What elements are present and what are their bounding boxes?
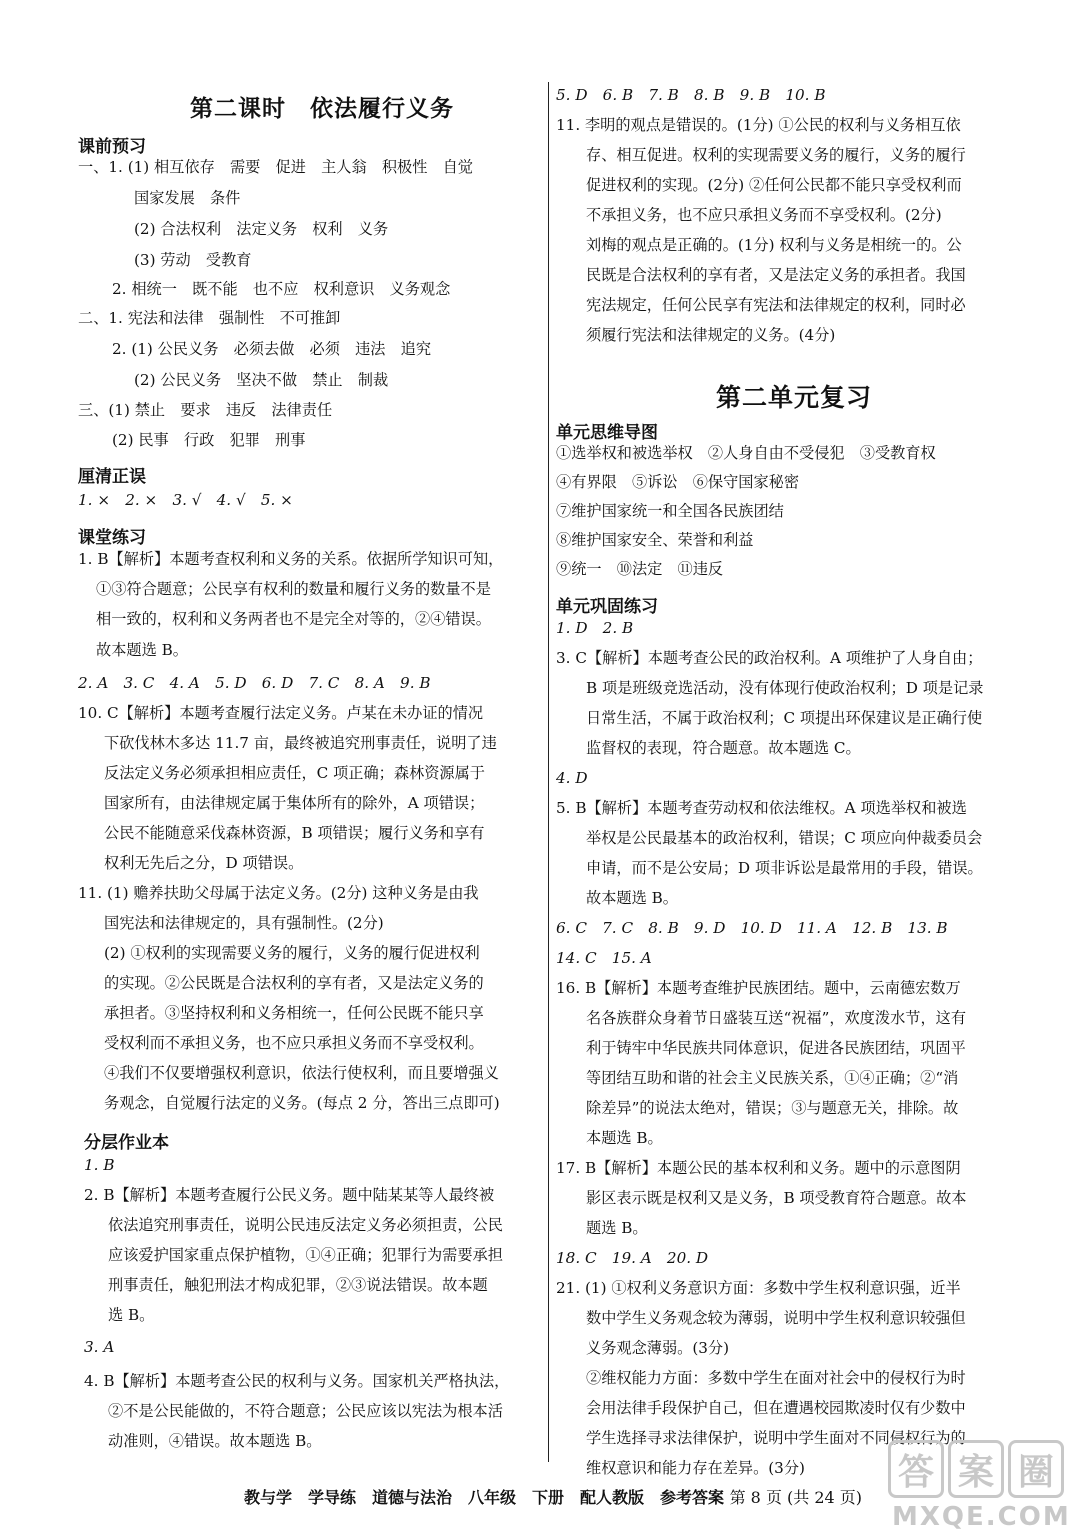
answer-line: 数中学生义务观念较为薄弱，说明中学生权利意识较强但 <box>586 1309 966 1327</box>
answer-line: 17. B【解析】本题公民的基本权利和义务。题中的示意图阴 <box>556 1159 961 1177</box>
answer-line: 国宪法和法律规定的，具有强制性。(2分) <box>104 914 384 932</box>
answer-line: 不承担义务，也不应只承担义务而不享受权利。(2分) <box>586 206 942 224</box>
answer-line: 4. B【解析】本题考查公民的权利与义务。国家机关严格执法， <box>84 1372 510 1390</box>
answer-line: 1. × 2. × 3. √ 4. √ 5. × <box>78 491 293 509</box>
answer-line: 题选 B。 <box>586 1219 648 1237</box>
answer-line: ④我们不仅要增强权利意识，依法行使权利，而且要增强义 <box>104 1064 499 1082</box>
answer-line: B 项是班级竞选活动，没有体现行使政治权利；D 项是记录 <box>586 679 984 697</box>
answer-line: 二、1. 宪法和法律 强制性 不可推卸 <box>78 309 341 327</box>
answer-line: 10. C【解析】本题考查履行法定义务。卢某在未办证的情况 <box>78 704 484 722</box>
lesson-title: 第二课时 依法履行义务 <box>190 95 454 122</box>
answer-line: 宪法规定，任何公民享有宪法和法律规定的权利，同时必 <box>586 296 966 314</box>
mindmap-line: ①选举权和被选举权 ②人身自由不受侵犯 ③受教育权 <box>556 444 936 462</box>
answer-line: 本题选 B。 <box>586 1129 663 1147</box>
answer-line: 6. C 7. C 8. B 9. D 10. D 11. A 12. B 13. B <box>556 919 948 937</box>
section-heading: 单元巩固练习 <box>556 597 658 617</box>
answer-line: 的实现。②公民既是合法权利的享有者，又是法定义务的 <box>104 974 484 992</box>
answer-line: 2. (1) 公民义务 必须去做 必须 违法 追究 <box>112 340 432 358</box>
answer-line: 选 B。 <box>108 1306 155 1324</box>
answer-line: 3. C【解析】本题考查公民的政治权利。A 项维护了人身自由； <box>556 649 983 667</box>
answer-line: 举权是公民最基本的政治权利，错误；C 项应向仲裁委员会 <box>586 829 983 847</box>
unit-title: 第二单元复习 <box>716 383 873 412</box>
answer-line: (2) 公民义务 坚决不做 禁止 制裁 <box>134 371 389 389</box>
answer-line: 18. C 19. A 20. D <box>556 1249 709 1267</box>
mindmap-line: ④有界限 ⑤诉讼 ⑥保守国家秘密 <box>556 473 799 491</box>
watermark-char: 答 <box>888 1440 944 1498</box>
answer-line: 公民不能随意采伐森林资源，B 项错误；履行义务和享有 <box>104 824 485 842</box>
page-footer <box>244 1485 862 1508</box>
answer-line: 2. 相统一 既不能 也不应 权利意识 义务观念 <box>112 280 451 298</box>
answer-line: 须履行宪法和法律规定的义务。(4分) <box>586 326 836 344</box>
answer-line: 义务观念薄弱。(3分) <box>586 1339 730 1357</box>
answer-line: 相一致的，权利和义务两者也不是完全对等的，②④错误。 <box>96 610 491 628</box>
answer-line: ②维权能力方面：多数中学生在面对社会中的侵权行为时 <box>586 1369 966 1387</box>
answer-line: (3) 劳动 受教育 <box>134 251 252 269</box>
answer-line: 除差异”的说法太绝对，错误；③与题意无关，排除。故 <box>586 1099 959 1117</box>
mindmap-line: ⑧维护国家安全、荣誉和利益 <box>556 531 754 549</box>
mindmap-line: ⑦维护国家统一和全国各民族团结 <box>556 502 784 520</box>
answer-line: 11. 李明的观点是错误的。(1分) ①公民的权利与义务相互依 <box>556 116 961 134</box>
answer-line: 依法追究刑事责任，说明公民违反法定义务必须担责，公民 <box>108 1216 503 1234</box>
answer-line: (2) 合法权利 法定义务 权利 义务 <box>134 220 389 238</box>
answer-line: 权利无先后之分，D 项错误。 <box>104 854 304 872</box>
answer-line: 故本题选 B。 <box>586 889 678 907</box>
section-heading: 厘清正误 <box>78 467 146 487</box>
section-heading: 分层作业本 <box>84 1133 169 1153</box>
answer-line: 促进权利的实现。(2分) ②任何公民都不能只享受权利而 <box>586 176 962 194</box>
answer-line: (2) ①权利的实现需要义务的履行，义务的履行促进权利 <box>104 944 480 962</box>
page-number: 第 8 页 (共 24 页) <box>729 1488 863 1507</box>
column-divider <box>548 82 549 1462</box>
answer-line: 民既是合法权利的享有者，又是法定义务的承担者。我国 <box>586 266 966 284</box>
answer-line: 应该爱护国家重点保护植物，①④正确；犯罪行为需要承担 <box>108 1246 503 1264</box>
answer-line: 利于铸牢中华民族共同体意识，促进各民族团结，巩固平 <box>586 1039 966 1057</box>
section-heading: 课堂练习 <box>78 528 146 548</box>
answer-line: 国家所有，由法律规定属于集体所有的除外，A 项错误； <box>104 794 485 812</box>
answer-line: 16. B【解析】本题考查维护民族团结。题中，云南德宏数万 <box>556 979 961 997</box>
answer-line: 2. B【解析】本题考查履行公民义务。题中陆某某等人最终被 <box>84 1186 495 1204</box>
answer-line: 5. B【解析】本题考查劳动权和依法维权。A 项选举权和被选 <box>556 799 967 817</box>
section-heading: 课前预习 <box>78 137 146 157</box>
answer-line: ②不是公民能做的，不符合题意；公民应该以宪法为根本活 <box>108 1402 503 1420</box>
answer-line: 三、(1) 禁止 要求 违反 法律责任 <box>78 401 333 419</box>
section-heading: 单元思维导图 <box>556 423 658 443</box>
answer-line: 1. B <box>84 1156 115 1174</box>
answer-line: 1. B【解析】本题考查权利和义务的关系。依据所学知识可知， <box>78 550 504 568</box>
answer-line: 会用法律手段保护自己，但在遭遇校园欺凌时仅有少数中 <box>586 1399 966 1417</box>
answer-line: 动准则，④错误。故本题选 B。 <box>108 1432 322 1450</box>
answer-line: 日常生活，不属于政治权利；C 项提出环保建议是正确行使 <box>586 709 983 727</box>
mindmap-line: ⑨统一 ⑩法定 ⑪违反 <box>556 560 724 578</box>
watermark-char: 案 <box>948 1440 1004 1498</box>
answer-line: 反法定义务必须承担相应责任，C 项正确；森林资源属于 <box>104 764 485 782</box>
answer-line: 承担者。③坚持权利和义务相统一，任何公民既不能只享 <box>104 1004 484 1022</box>
answer-line: 受权利而不承担义务，也不应只承担义务而不享受权利。 <box>104 1034 484 1052</box>
answer-line: 学生选择寻求法律保护，说明中学生面对不同侵权行为的 <box>586 1429 966 1447</box>
answer-line: 刘梅的观点是正确的。(1分) 权利与义务是相统一的。公 <box>586 236 962 254</box>
answer-line: 2. A 3. C 4. A 5. D 6. D 7. C 8. A 9. B <box>78 674 431 692</box>
answer-line: 5. D 6. B 7. B 8. B 9. B 10. B <box>556 86 826 104</box>
answer-line: 存、相互促进。权利的实现需要义务的履行，义务的履行 <box>586 146 966 164</box>
answer-line: 名各族群众身着节日盛装互送“祝福”，欢度泼水节，这有 <box>586 1009 967 1027</box>
answer-line: 刑事责任，触犯刑法才构成犯罪，②③说法错误。故本题 <box>108 1276 488 1294</box>
answer-line: 影区表示既是权利又是义务，B 项受教育符合题意。故本 <box>586 1189 967 1207</box>
answer-line: 11. (1) 赡养扶助父母属于法定义务。(2分) 这种义务是由我 <box>78 884 479 902</box>
watermark-url: MXQE.COM <box>892 1502 1071 1532</box>
answer-line: (2) 民事 行政 犯罪 刑事 <box>112 431 306 449</box>
answer-line: 故本题选 B。 <box>96 641 188 659</box>
answer-line: 国家发展 条件 <box>134 189 241 207</box>
answer-line: 申请，而不是公安局；D 项非诉讼是最常用的手段，错误。 <box>586 859 983 877</box>
answer-line: 等团结互助和谐的社会主义民族关系，①④正确；②“消 <box>586 1069 959 1087</box>
answer-line: 下砍伐林木多达 11.7 亩，最终被追究刑事责任，说明了违 <box>104 734 497 752</box>
watermark-char: 圈 <box>1008 1440 1064 1498</box>
watermark-logo <box>888 1440 1071 1532</box>
answer-line: 14. C 15. A <box>556 949 652 967</box>
answer-line: 21. (1) ①权利义务意识方面：多数中学生权利意识强，近半 <box>556 1279 961 1297</box>
footer-text: 教与学 学导练 道德与法治 八年级 下册 配人教版 参考答案 <box>244 1488 725 1507</box>
answer-line: 3. A <box>84 1338 115 1356</box>
answer-line: 务观念，自觉履行法定的义务。(每点 2 分，答出三点即可) <box>104 1094 500 1112</box>
answer-line: 1. D 2. B <box>556 619 634 637</box>
answer-line: 一、1. (1) 相互依存 需要 促进 主人翁 积极性 自觉 <box>78 158 473 176</box>
answer-line: 4. D <box>556 769 588 787</box>
answer-line: ①③符合题意；公民享有权利的数量和履行义务的数量不是 <box>96 580 491 598</box>
answer-line: 维权意识和能力存在差异。(3分) <box>586 1459 805 1477</box>
answer-line: 监督权的表现，符合题意。故本题选 C。 <box>586 739 861 757</box>
